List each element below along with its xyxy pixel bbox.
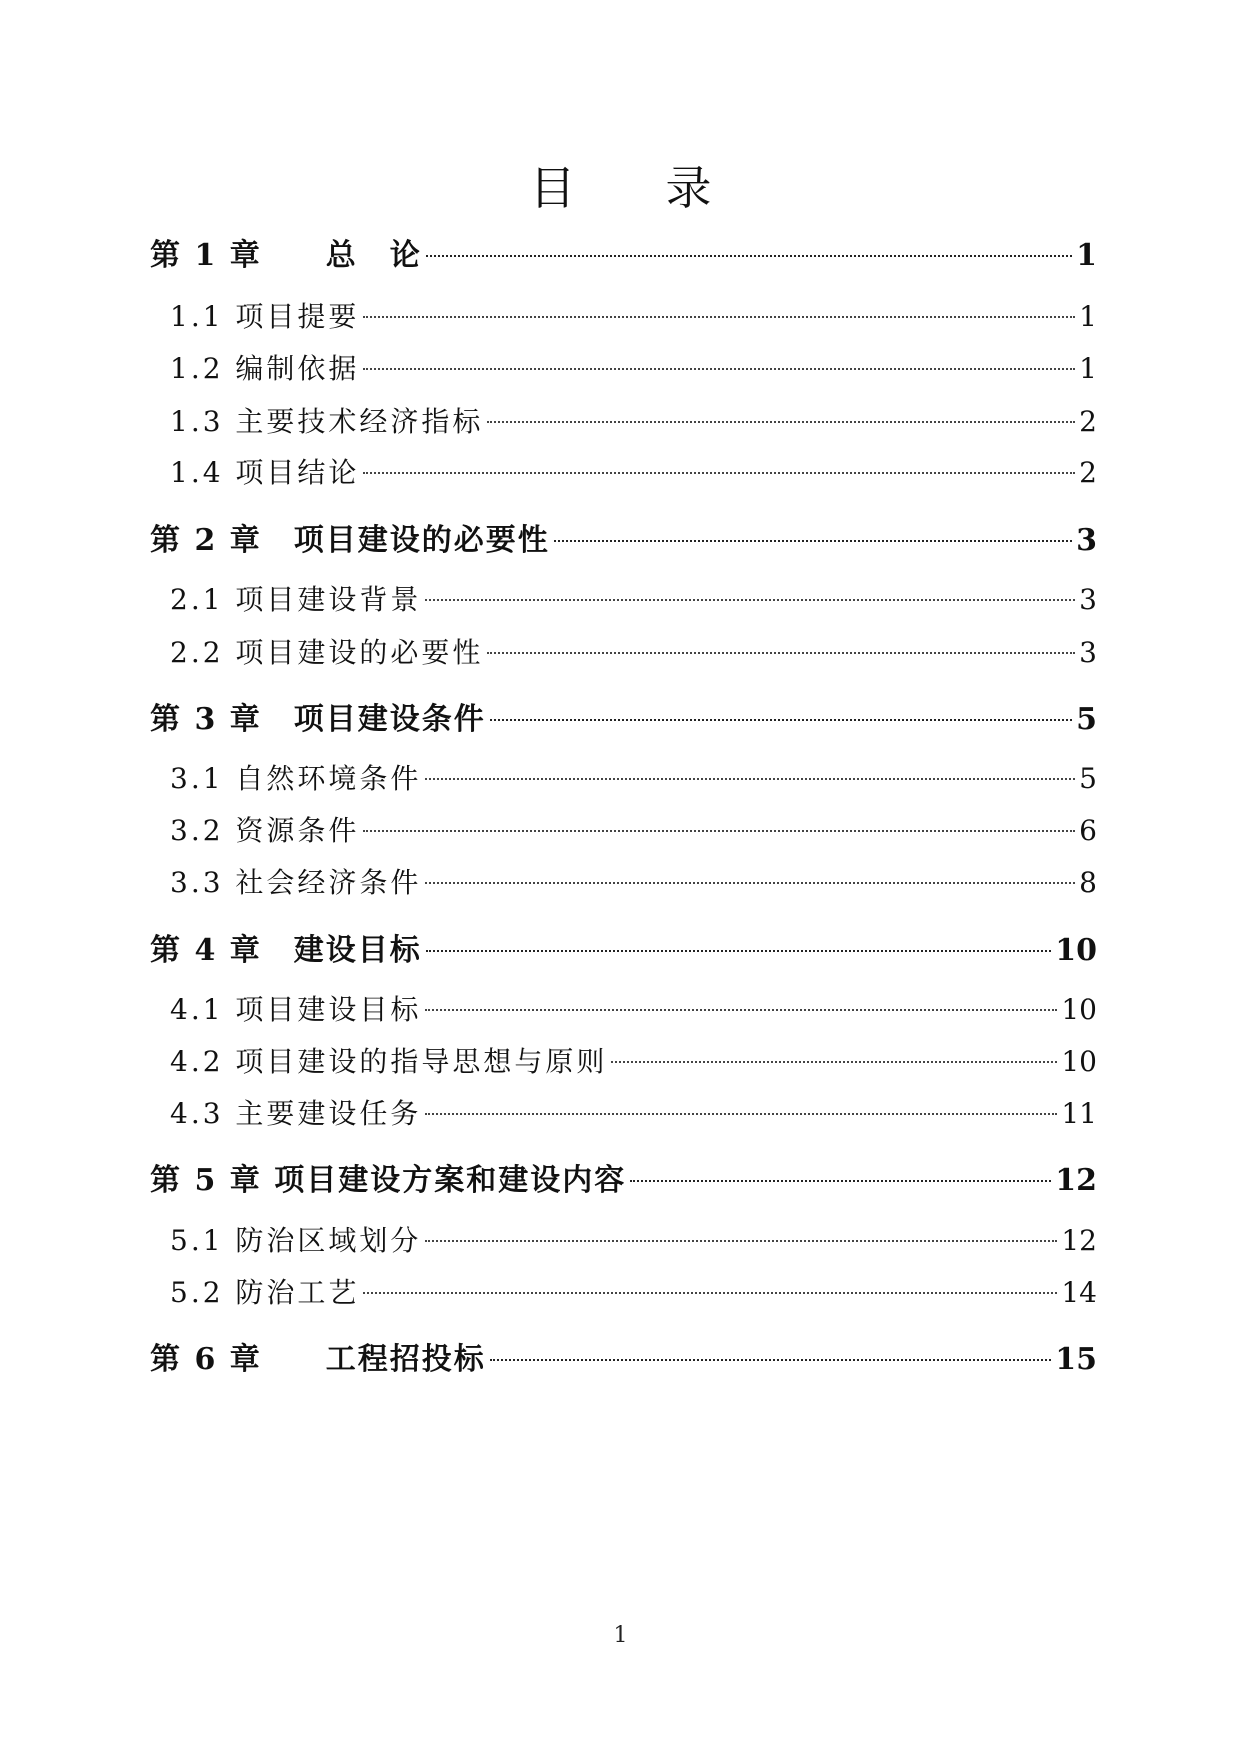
toc-entry-label: 3.1 自然环境条件: [170, 762, 422, 795]
toc-entry-section[interactable]: [170, 1040, 1097, 1080]
toc-entry-section[interactable]: [170, 1219, 1097, 1259]
dot-leader: [426, 950, 1051, 952]
toc-entry-label: 2.2 项目建设的必要性: [170, 636, 484, 669]
toc-entry-page: 14: [1061, 1276, 1097, 1309]
toc-entry-label: 第 2 章 项目建设的必要性: [150, 523, 550, 558]
toc-entry-chapter[interactable]: [150, 694, 1097, 737]
toc-entry-page: 8: [1079, 866, 1097, 899]
toc-entry-page: 12: [1055, 1163, 1097, 1198]
toc-entry-label: 4.2 项目建设的指导思想与原则: [170, 1045, 608, 1078]
toc-entry-section[interactable]: [170, 295, 1097, 335]
toc-entry-section[interactable]: [170, 631, 1097, 671]
dot-leader: [425, 1009, 1057, 1011]
dot-leader: [425, 599, 1075, 601]
dot-leader: [425, 1240, 1057, 1242]
dot-leader: [363, 1292, 1057, 1294]
dot-leader: [630, 1180, 1051, 1182]
toc-entry-section[interactable]: [170, 757, 1097, 797]
toc-entry-chapter[interactable]: [150, 1334, 1097, 1377]
toc-entry-page: 5: [1079, 762, 1097, 795]
dot-leader: [490, 719, 1072, 721]
toc-entry-page: 1: [1079, 300, 1097, 333]
dot-leader: [425, 882, 1075, 884]
toc-entry-label: 第 6 章 工程招投标: [150, 1342, 486, 1377]
toc-entry-page: 12: [1061, 1224, 1097, 1257]
toc-entry-label: 第 3 章 项目建设条件: [150, 702, 486, 737]
toc-entry-label: 4.1 项目建设目标: [170, 993, 422, 1026]
toc-entry-page: 3: [1076, 523, 1097, 558]
toc-entry-chapter[interactable]: [150, 925, 1097, 968]
toc-entry-page: 6: [1079, 814, 1097, 847]
dot-leader: [487, 652, 1075, 654]
toc-entry-section[interactable]: [170, 400, 1097, 440]
toc-title-char-2: 录: [665, 161, 712, 215]
toc-entry-section[interactable]: [170, 1092, 1097, 1132]
dot-leader: [363, 368, 1075, 370]
toc-entry-page: 2: [1079, 405, 1097, 438]
toc-entry-label: 第 5 章 项目建设方案和建设内容: [150, 1163, 627, 1198]
toc-entry-page: 15: [1055, 1342, 1097, 1377]
toc-entry-section[interactable]: [170, 861, 1097, 901]
toc-entry-section[interactable]: [170, 347, 1097, 387]
toc-entry-section[interactable]: [170, 988, 1097, 1028]
toc-entry-label: 2.1 项目建设背景: [170, 583, 422, 616]
dot-leader: [487, 421, 1075, 423]
toc-entry-page: 10: [1061, 993, 1097, 1026]
toc-entry-page: 3: [1079, 636, 1097, 669]
toc-entry-section[interactable]: [170, 578, 1097, 618]
toc-entry-page: 3: [1079, 583, 1097, 616]
toc-entry-section[interactable]: [170, 451, 1097, 491]
dot-leader: [363, 472, 1075, 474]
toc-entry-section[interactable]: [170, 809, 1097, 849]
toc-entry-label: 第 4 章 建设目标: [150, 933, 422, 968]
toc-entry-page: 1: [1076, 238, 1097, 273]
toc-entry-label: 5.1 防治区域划分: [170, 1224, 422, 1257]
toc-entry-label: 1.1 项目提要: [170, 300, 360, 333]
page-number: 1: [613, 1623, 628, 1648]
toc-entry-label: 3.3 社会经济条件: [170, 866, 422, 899]
toc-entry-section[interactable]: [170, 1271, 1097, 1311]
dot-leader: [611, 1061, 1057, 1063]
toc-entry-page: 1: [1079, 352, 1097, 385]
toc-entry-chapter[interactable]: [150, 515, 1097, 558]
toc-entry-page: 10: [1055, 933, 1097, 968]
toc-entry-label: 3.2 资源条件: [170, 814, 360, 847]
toc-entry-page: 5: [1076, 702, 1097, 737]
dot-leader: [425, 778, 1075, 780]
toc-entry-label: 第 1 章 总 论: [150, 238, 422, 273]
dot-leader: [554, 540, 1072, 542]
dot-leader: [425, 1113, 1057, 1115]
toc-entry-label: 4.3 主要建设任务: [170, 1097, 422, 1130]
dot-leader: [426, 255, 1072, 257]
dot-leader: [363, 316, 1075, 318]
toc-title-char-1: 目: [529, 161, 576, 215]
dot-leader: [490, 1359, 1051, 1361]
toc-entry-page: 10: [1061, 1045, 1097, 1078]
toc-entry-page: 2: [1079, 456, 1097, 489]
toc-entry-page: 11: [1061, 1097, 1097, 1130]
toc-entry-label: 1.4 项目结论: [170, 456, 360, 489]
toc-entry-label: 5.2 防治工艺: [170, 1276, 360, 1309]
toc-entry-chapter[interactable]: [150, 230, 1097, 273]
toc-entry-label: 1.3 主要技术经济指标: [170, 405, 484, 438]
toc-entry-chapter[interactable]: [150, 1155, 1097, 1198]
dot-leader: [363, 830, 1075, 832]
toc-entry-label: 1.2 编制依据: [170, 352, 360, 385]
